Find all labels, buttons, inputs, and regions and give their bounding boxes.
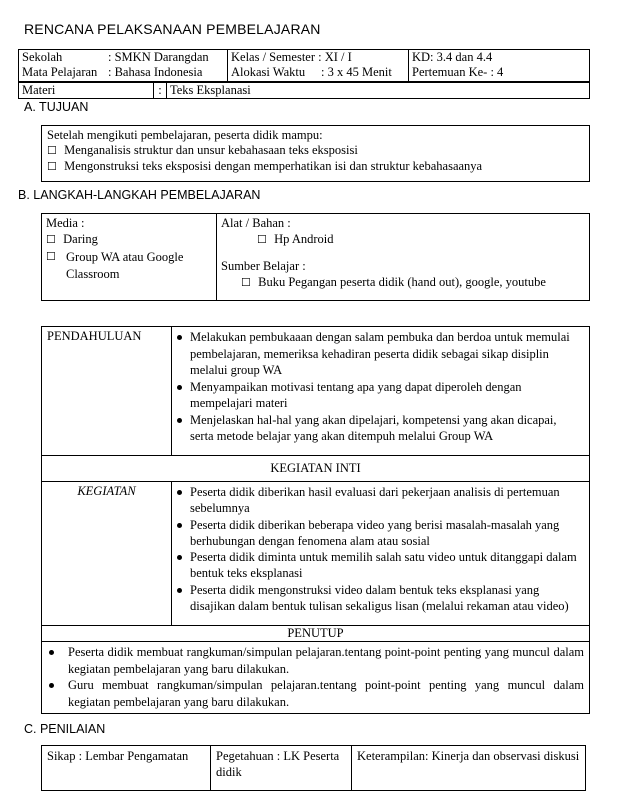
- kegiatan-inti-heading: KEGIATAN INTI: [42, 456, 590, 482]
- media-item: Group WA atau Google Classroom: [66, 250, 184, 281]
- alat-label: Alat / Bahan :: [221, 216, 291, 230]
- sekolah-value: : SMKN Darangdan: [108, 50, 209, 64]
- materi-value: Teks Eksplanasi: [167, 83, 590, 99]
- steps-table: [41, 326, 590, 714]
- alat-item: Hp Android: [274, 232, 334, 246]
- list-item: Peserta didik diminta untuk memilih salah satu video untuk ditanggapi dalam bentuk teks eksplanasi: [174, 549, 583, 582]
- document-title: RENCANA PELAKSANAAN PEMBELAJARAN: [24, 21, 321, 37]
- checkbox-icon: ☐: [46, 251, 56, 263]
- list-item: Peserta didik diberikan beberapa video yang berisi masalah-masalah yang berhubungan dengan fenomena alam atau sosial: [174, 517, 583, 550]
- kelas-text: Kelas / Semester : XI / I: [231, 50, 352, 64]
- checkbox-icon: ☐: [241, 277, 251, 289]
- penilaian-table: [41, 745, 586, 791]
- tujuan-item: [47, 143, 584, 159]
- tujuan-intro: Setelah mengikuti pembelajaran, peserta didik mampu:: [47, 128, 323, 142]
- pengetahuan-cell: Pegetahuan : LK Peserta didik: [211, 746, 352, 791]
- kegiatan-cell: [172, 482, 590, 626]
- keterampilan-cell: Keterampilan: Kinerja dan observasi diskusi: [352, 746, 586, 791]
- alokasi-value: : 3 x 45 Menit: [321, 65, 392, 79]
- sumber-label: Sumber Belajar :: [221, 259, 306, 273]
- section-b-heading: B. LANGKAH-LANGKAH PEMBELAJARAN: [18, 188, 261, 202]
- list-item: Peserta didik mengonstruksi video dalam bentuk teks eksplanasi yang disajikan dalam bentuk tulisan sekaligus lisan (melalui rekaman atau video): [174, 582, 583, 615]
- pertemuan-text: Pertemuan Ke- : 4: [412, 65, 504, 79]
- checkbox-icon: ☐: [47, 145, 57, 157]
- list-item: Menjelaskan hal-hal yang akan dipelajari, kompetensi yang akan dicapai, serta metode belajar yang akan ditempuh melalui Group WA: [174, 412, 583, 445]
- tujuan-item: [47, 159, 584, 175]
- list-item: Guru membuat rangkuman/simpulan pelajaran.tentang point-point penting yang muncul dalam kegiatan pembelajaran yang baru dilakukan.: [46, 677, 584, 710]
- alat-cell: [217, 214, 590, 301]
- list-item: Menyampaikan motivasi tentang apa yang dapat diperoleh dengan mempelajari materi: [174, 379, 583, 412]
- section-c-heading: C. PENILAIAN: [24, 722, 106, 736]
- header-table: [18, 49, 590, 82]
- kd-text: KD: 3.4 dan 4.4: [412, 50, 493, 64]
- materi-label: Materi: [19, 83, 154, 99]
- tujuan-box: [41, 125, 590, 182]
- media-label: Media :: [46, 216, 85, 230]
- media-table: [41, 213, 590, 301]
- sumber-item: Buku Pegangan peserta didik (hand out), google, youtube: [258, 275, 546, 289]
- checkbox-icon: ☐: [257, 234, 267, 246]
- class-cell: [228, 50, 409, 82]
- list-item: Peserta didik membuat rangkuman/simpulan pelajaran.tentang point-point penting yang muncul dalam kegiatan pembelajaran yang baru dilakukan.: [46, 644, 584, 677]
- materi-table: [18, 82, 590, 99]
- school-cell: [19, 50, 228, 82]
- penutup-heading: PENUTUP: [42, 626, 590, 642]
- media-cell: [42, 214, 217, 301]
- mapel-label: Mata Pelajaran: [22, 65, 98, 79]
- section-a-heading: A. TUJUAN: [24, 100, 89, 114]
- tujuan-item-text: Menganalisis struktur dan unsur kebahasaan teks eksposisi: [64, 143, 358, 157]
- checkbox-icon: ☐: [47, 161, 57, 173]
- kegiatan-label: KEGIATAN: [42, 482, 172, 626]
- kd-cell: [409, 50, 590, 82]
- media-item: Daring: [63, 232, 98, 246]
- mapel-value: : Bahasa Indonesia: [108, 65, 203, 79]
- pendahuluan-label: PENDAHULUAN: [42, 327, 172, 456]
- list-item: Melakukan pembukaaan dengan salam pembuka dan berdoa untuk memulai pembelajaran, memeriksa kehadiran peserta didik sebagai sikap disiplin melalui group WA: [174, 329, 583, 379]
- sikap-cell: Sikap : Lembar Pengamatan: [42, 746, 211, 791]
- materi-separator: :: [154, 83, 167, 99]
- alokasi-label: Alokasi Waktu: [231, 65, 306, 79]
- tujuan-item-text: Mengonstruksi teks eksposisi dengan memperhatikan isi dan struktur kebahasaanya: [64, 159, 483, 173]
- checkbox-icon: ☐: [46, 234, 56, 246]
- penutup-cell: [42, 642, 590, 714]
- sekolah-label: Sekolah: [22, 50, 63, 64]
- pendahuluan-cell: [172, 327, 590, 456]
- list-item: Peserta didik diberikan hasil evaluasi dari pekerjaan analisis di pertemuan sebelumnya: [174, 484, 583, 517]
